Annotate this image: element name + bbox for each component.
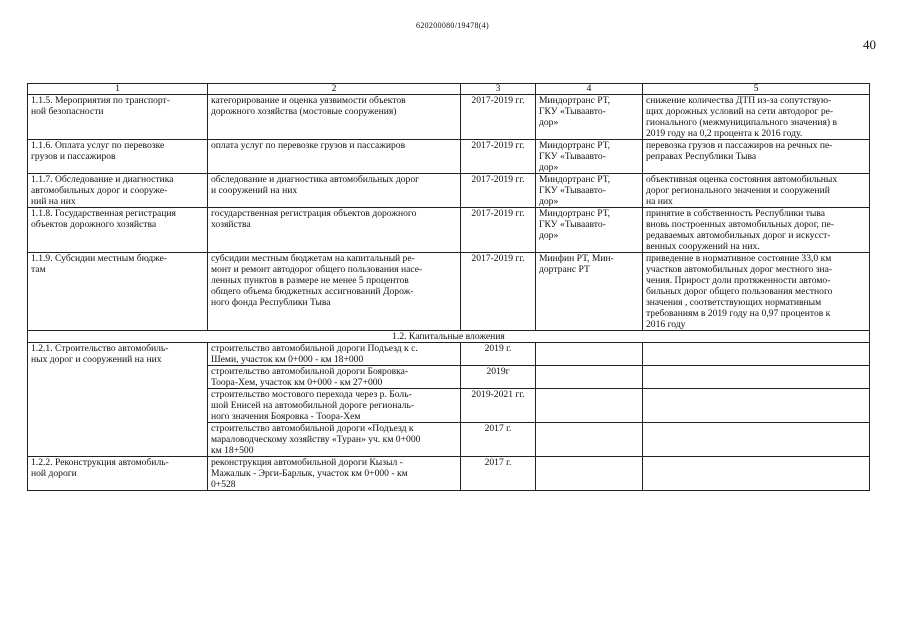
content-cell-line: и сооружений на них [211,185,298,196]
executor-cell-line: Миндортранс РТ, [539,95,611,106]
content-cell-line: Мажалык - Эрги-Барлык, участок км 0+000 - км [211,468,408,479]
content-cell-line: ленных пунктов в размере не менее 5 процентов [211,275,409,286]
result-cell-line: 2019 году на 0,2 процента к 2016 году. [646,128,803,139]
executor-cell-line: дортранс РТ [539,264,590,275]
result-cell-line: реправах Республики Тыва [646,151,757,162]
executor-cell [536,253,643,331]
result-cell [643,457,870,491]
measure-cell-line: 1.1.9. Субсидии местным бюдже- [31,253,168,264]
executor-cell [536,343,643,366]
result-cell [643,389,870,423]
measure-cell-line: автомобильных дорог и сооруже- [31,185,168,196]
content-cell-line: реконструкция автомобильной дороги Кызыл - [211,457,403,468]
content-cell-line: государственная регистрация объектов дорожного [211,208,417,219]
measure-cell-line: 1.2.2. Реконструкция автомобиль- [31,457,169,468]
empty-cell-content [646,343,866,354]
executor-cell-line: дор» [539,230,559,241]
table-row [28,343,870,366]
period-cell: 2017-2019 гг. [461,174,536,208]
executor-cell-line: Миндортранс РТ, [539,174,611,185]
measure-cell [28,253,208,331]
executor-cell-line: ГКУ «Тываавто- [539,106,606,117]
empty-cell-content [646,389,866,400]
measure-cell [28,457,208,491]
content-cell-line: оплата услуг по перевозке грузов и пассажиров [211,140,406,151]
executor-cell-line: ГКУ «Тываавто- [539,185,606,196]
measure-cell-line: 1.1.5. Мероприятия по транспорт- [31,95,170,106]
result-cell-line: перевозка грузов и пассажиров на речных пе- [646,140,833,151]
result-cell [643,343,870,366]
content-cell-line: ного значения Бояровка - Тоора-Хем [211,411,361,422]
period-cell: 2017 г. [461,423,536,457]
table-row [28,208,870,253]
result-cell [643,95,870,140]
content-cell-line: дорожного хозяйства (мостовые сооружения) [211,106,397,117]
content-cell-line: км 18+500 [211,445,254,456]
executor-cell [536,366,643,389]
content-cell-line: строительство автомобильной дороги Бояровка- [211,366,409,377]
content-cell [208,343,461,366]
content-cell-line: Шеми, участок км 0+000 - км 18+000 [211,354,364,365]
section-title: 1.2. Капитальные вложения [28,331,870,343]
column-numbers-row [28,84,870,95]
measure-cell-line: объектов дорожного хозяйства [31,219,157,230]
result-cell [643,366,870,389]
executor-cell [536,457,643,491]
measure-cell-line: 1.1.8. Государственная регистрация [31,208,176,219]
executor-cell-line: дор» [539,162,559,173]
content-cell [208,457,461,491]
content-cell-line: ного фонда Республики Тыва [211,297,331,308]
content-cell-line: хозяйства [211,219,251,230]
result-cell-line: снижение количества ДТП из-за сопутствую- [646,95,832,106]
document-code: 620200080/19478(4) [416,21,489,30]
empty-cell-content [539,366,639,377]
column-number: 4 [536,84,643,95]
content-cell-line: Тоора-Хем, участок км 0+000 - км 27+000 [211,377,383,388]
measure-cell-line: 1.2.1. Строительство автомобиль- [31,343,169,354]
executor-cell-line: ГКУ «Тываавто- [539,219,606,230]
measure-cell-line: 1.1.6. Оплата услуг по перевозке [31,140,165,151]
result-cell [643,208,870,253]
result-cell [643,423,870,457]
measures-table [27,83,870,491]
measure-cell-line: ной дороги [31,468,77,479]
table-row [28,457,870,491]
result-cell-line: гионального (межмуниципального значения) в [646,117,838,128]
empty-cell-content [539,343,639,354]
table-row [28,95,870,140]
executor-cell-line: Минфин РТ, Мин- [539,253,614,264]
empty-cell-content [646,366,866,377]
empty-cell-content [539,389,639,400]
result-cell-line: дорог регионального значения и сооружений [646,185,830,196]
result-cell [643,174,870,208]
measure-cell-line: ний на них [31,196,76,207]
result-cell-line: участков автомобильных дорог местного зна- [646,264,833,275]
content-cell [208,140,461,174]
executor-cell-line: Миндортранс РТ, [539,140,611,151]
table-row [28,140,870,174]
measure-cell [28,208,208,253]
period-cell: 2017-2019 гг. [461,140,536,174]
result-cell-line: редаваемых автомобильных дорог и искусст- [646,230,831,241]
result-cell-line: приведение в нормативное состояние 33,0 км [646,253,832,264]
executor-cell-line: дор» [539,196,559,207]
result-cell-line: требованиям в 2019 году на 0,97 процентов к [646,308,831,319]
result-cell-line: щих дорожных условий на сети автодорог ре- [646,106,834,117]
measures-table-body [28,84,870,491]
content-cell-line: строительство автомобильной дороги «Подъезд к [211,423,414,434]
measure-cell [28,95,208,140]
column-number: 1 [28,84,208,95]
content-cell-line: строительство автомобильной дороги Подъезд к с. [211,343,418,354]
period-cell: 2019г [461,366,536,389]
measure-cell [28,174,208,208]
measure-cell-line: грузов и пассажиров [31,151,116,162]
column-number: 5 [643,84,870,95]
table-row [28,253,870,331]
result-cell-line: бильных дорог общего пользования местного [646,286,833,297]
executor-cell [536,208,643,253]
content-cell-line: субсидии местным бюджетам на капитальный ре- [211,253,415,264]
section-heading-row [28,331,870,343]
result-cell [643,253,870,331]
measure-cell [28,343,208,457]
empty-cell-content [646,457,866,468]
content-cell [208,366,461,389]
content-cell [208,208,461,253]
measure-cell [28,140,208,174]
executor-cell [536,95,643,140]
content-cell-line: строительство мостового перехода через р. Боль- [211,389,412,400]
executor-cell-line: Миндортранс РТ, [539,208,611,219]
executor-cell [536,174,643,208]
column-number: 2 [208,84,461,95]
result-cell-line: чения. Прирост доли протяженности автомо- [646,275,831,286]
executor-cell [536,140,643,174]
content-cell-line: категорирование и оценка уязвимости объектов [211,95,406,106]
period-cell: 2019-2021 гг. [461,389,536,423]
empty-cell-content [539,457,639,468]
content-cell [208,423,461,457]
page-number: 40 [863,37,876,52]
result-cell-line: значения , соответствующих нормативным [646,297,822,308]
empty-cell-content [539,423,639,434]
empty-cell-content [646,423,866,434]
executor-cell [536,423,643,457]
content-cell [208,95,461,140]
executor-cell [536,389,643,423]
executor-cell-line: дор» [539,117,559,128]
period-cell: 2017 г. [461,457,536,491]
result-cell-line: вновь построенных автомобильных дорог, пе- [646,219,834,230]
content-cell-line: монт и ремонт автодорог общего пользования насе- [211,264,423,275]
result-cell-line: объективная оценка состояния автомобильных [646,174,838,185]
content-cell [208,253,461,331]
content-cell-line: 0+528 [211,479,236,490]
measure-cell-line: ной безопасности [31,106,104,117]
result-cell-line: на них [646,196,673,207]
result-cell-line: 2016 году [646,319,686,330]
measure-cell-line: ных дорог и сооружений на них [31,354,162,365]
content-cell-line: мараловодческому хозяйству «Туран» уч. км 0+000 [211,434,421,445]
result-cell [643,140,870,174]
measure-cell-line: 1.1.7. Обследование и диагностика [31,174,174,185]
column-number: 3 [461,84,536,95]
content-cell-line: шой Енисей на автомобильной дороге региональ- [211,400,415,411]
content-cell [208,389,461,423]
result-cell-line: принятие в собственность Республики тыва [646,208,825,219]
content-cell-line: общего объема бюджетных ассигнований Дорож- [211,286,414,297]
content-cell [208,174,461,208]
period-cell: 2017-2019 гг. [461,95,536,140]
executor-cell-line: ГКУ «Тываавто- [539,151,606,162]
period-cell: 2017-2019 гг. [461,208,536,253]
result-cell-line: венных сооружений на них. [646,241,760,252]
period-cell: 2017-2019 гг. [461,253,536,331]
table-row [28,174,870,208]
period-cell: 2019 г. [461,343,536,366]
measure-cell-line: там [31,264,46,275]
content-cell-line: обследование и диагностика автомобильных дорог [211,174,420,185]
